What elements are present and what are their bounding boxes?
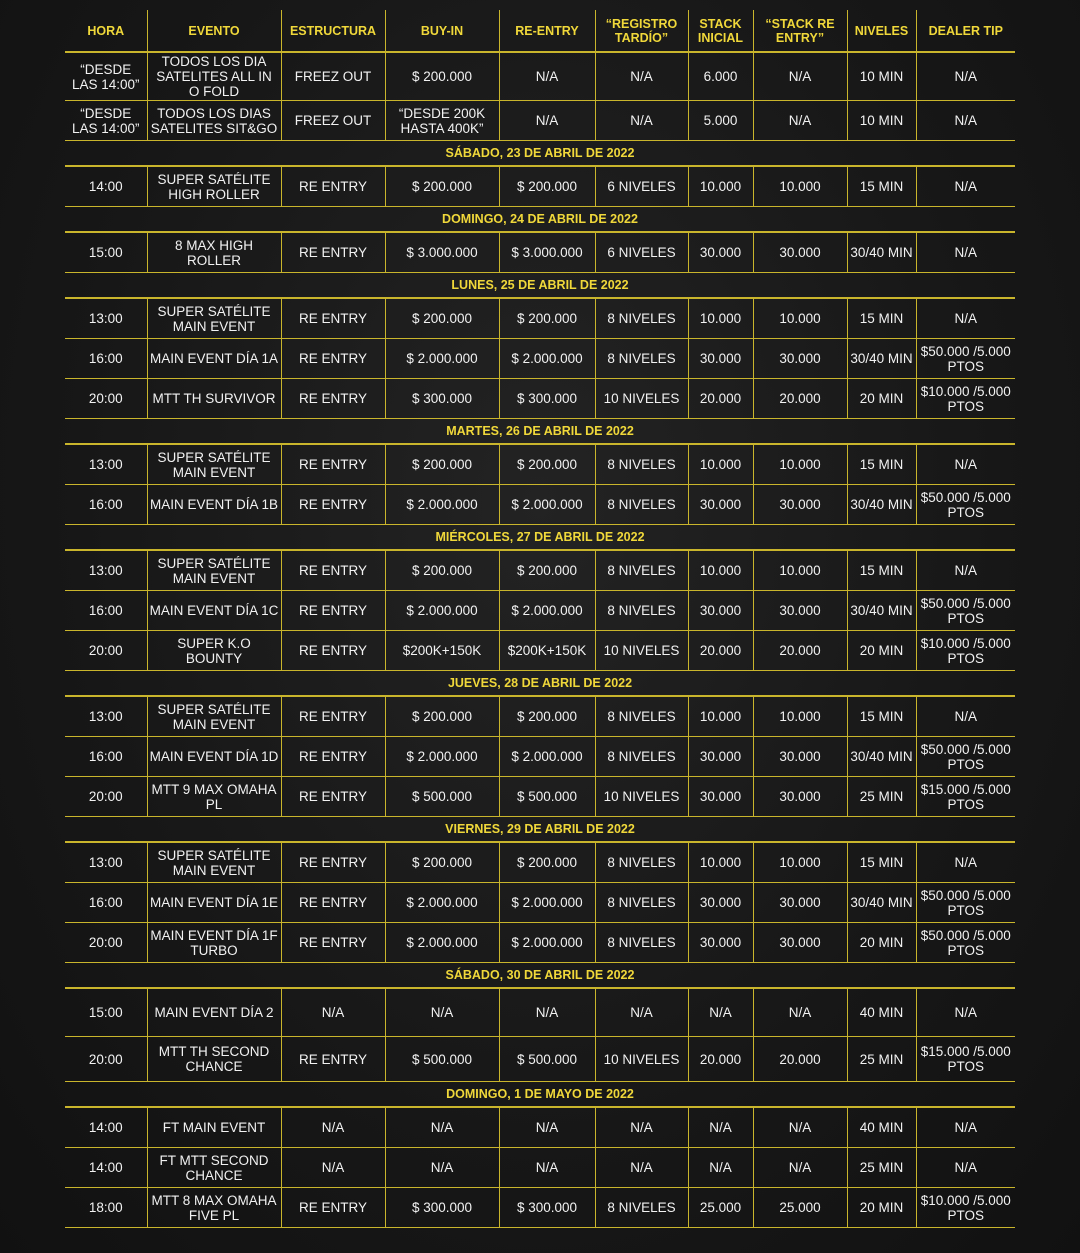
cell-hora: 20:00 [65, 379, 147, 419]
cell-niveles: 30/40 MIN [847, 485, 916, 525]
cell-stack-re-entry: N/A [753, 101, 847, 141]
cell-hora: 13:00 [65, 550, 147, 591]
cell-estructura: RE ENTRY [281, 550, 385, 591]
cell-estructura: RE ENTRY [281, 842, 385, 883]
cell-estructura: RE ENTRY [281, 232, 385, 273]
cell-stack-inicial: 10.000 [688, 550, 753, 591]
schedule-table [65, 10, 1015, 1228]
event-row [65, 842, 1015, 883]
cell-stack-re-entry: 10.000 [753, 444, 847, 485]
cell-registro-tardio: 8 NIVELES [595, 883, 688, 923]
cell-evento: FT MAIN EVENT [147, 1107, 281, 1148]
cell-stack-inicial: 10.000 [688, 842, 753, 883]
cell-evento: TODOS LOS DIA SATELITES ALL IN O FOLD [147, 52, 281, 101]
cell-niveles: 15 MIN [847, 166, 916, 207]
cell-evento: FT MTT SECOND CHANCE [147, 1148, 281, 1188]
cell-hora: 18:00 [65, 1188, 147, 1228]
cell-estructura: RE ENTRY [281, 923, 385, 963]
date-separator-row [65, 817, 1015, 843]
cell-buy-in: $ 2.000.000 [385, 923, 499, 963]
cell-stack-re-entry: 30.000 [753, 485, 847, 525]
date-label: SÁBADO, 23 DE ABRIL DE 2022 [65, 141, 1015, 167]
cell-estructura: RE ENTRY [281, 1037, 385, 1082]
cell-dealer-tip: N/A [916, 1148, 1015, 1188]
cell-niveles: 15 MIN [847, 696, 916, 737]
cell-hora: 20:00 [65, 923, 147, 963]
event-row [65, 591, 1015, 631]
cell-stack-re-entry: 30.000 [753, 232, 847, 273]
header-registro-tardio: “REGISTRO TARDÍO” [595, 10, 688, 52]
cell-registro-tardio: 8 NIVELES [595, 842, 688, 883]
cell-evento: MAIN EVENT DÍA 1F TURBO [147, 923, 281, 963]
cell-estructura: RE ENTRY [281, 777, 385, 817]
cell-hora: 16:00 [65, 737, 147, 777]
cell-stack-re-entry: 20.000 [753, 379, 847, 419]
cell-niveles: 20 MIN [847, 1188, 916, 1228]
cell-stack-re-entry: 10.000 [753, 696, 847, 737]
cell-stack-inicial: 20.000 [688, 1037, 753, 1082]
cell-re-entry: $ 3.000.000 [499, 232, 595, 273]
cell-dealer-tip: N/A [916, 444, 1015, 485]
cell-stack-re-entry: N/A [753, 52, 847, 101]
cell-estructura: RE ENTRY [281, 737, 385, 777]
cell-niveles: 25 MIN [847, 1037, 916, 1082]
cell-buy-in: $ 2.000.000 [385, 737, 499, 777]
header-dealer-tip: DEALER TIP [916, 10, 1015, 52]
cell-dealer-tip: N/A [916, 232, 1015, 273]
cell-dealer-tip: $15.000 /5.000 PTOS [916, 777, 1015, 817]
cell-dealer-tip: $10.000 /5.000 PTOS [916, 379, 1015, 419]
cell-re-entry: $ 2.000.000 [499, 339, 595, 379]
cell-re-entry: $ 200.000 [499, 444, 595, 485]
cell-buy-in: N/A [385, 1107, 499, 1148]
cell-estructura: RE ENTRY [281, 379, 385, 419]
cell-buy-in: $ 200.000 [385, 166, 499, 207]
cell-estructura: RE ENTRY [281, 339, 385, 379]
cell-stack-re-entry: 30.000 [753, 737, 847, 777]
cell-hora: 13:00 [65, 696, 147, 737]
cell-registro-tardio: 8 NIVELES [595, 923, 688, 963]
cell-niveles: 30/40 MIN [847, 883, 916, 923]
header-re-entry: RE-ENTRY [499, 10, 595, 52]
cell-buy-in: $ 2.000.000 [385, 591, 499, 631]
event-row [65, 339, 1015, 379]
cell-dealer-tip: $50.000 /5.000 PTOS [916, 883, 1015, 923]
date-separator-row [65, 963, 1015, 989]
cell-re-entry: N/A [499, 1107, 595, 1148]
cell-estructura: N/A [281, 988, 385, 1037]
cell-hora: 14:00 [65, 166, 147, 207]
cell-dealer-tip: $10.000 /5.000 PTOS [916, 1188, 1015, 1228]
cell-estructura: RE ENTRY [281, 591, 385, 631]
cell-buy-in: $ 200.000 [385, 550, 499, 591]
cell-stack-inicial: 30.000 [688, 485, 753, 525]
cell-registro-tardio: 10 NIVELES [595, 1037, 688, 1082]
cell-stack-inicial: 6.000 [688, 52, 753, 101]
cell-evento: SUPER SATÉLITE MAIN EVENT [147, 842, 281, 883]
cell-stack-inicial: 10.000 [688, 166, 753, 207]
cell-buy-in: $ 2.000.000 [385, 485, 499, 525]
header-evento: EVENTO [147, 10, 281, 52]
event-row [65, 737, 1015, 777]
cell-evento: MAIN EVENT DÍA 1B [147, 485, 281, 525]
cell-evento: SUPER SATÉLITE MAIN EVENT [147, 696, 281, 737]
cell-evento: MAIN EVENT DÍA 2 [147, 988, 281, 1037]
cell-niveles: 30/40 MIN [847, 232, 916, 273]
cell-registro-tardio: 8 NIVELES [595, 737, 688, 777]
cell-evento: MTT 9 MAX OMAHA PL [147, 777, 281, 817]
header-niveles: NIVELES [847, 10, 916, 52]
cell-registro-tardio: 8 NIVELES [595, 485, 688, 525]
date-label: JUEVES, 28 DE ABRIL DE 2022 [65, 671, 1015, 697]
cell-buy-in: $ 200.000 [385, 298, 499, 339]
cell-niveles: 40 MIN [847, 1107, 916, 1148]
event-row [65, 777, 1015, 817]
cell-re-entry: $ 500.000 [499, 777, 595, 817]
cell-evento: MTT TH SURVIVOR [147, 379, 281, 419]
date-label: VIERNES, 29 DE ABRIL DE 2022 [65, 817, 1015, 843]
cell-stack-inicial: 10.000 [688, 298, 753, 339]
cell-buy-in: $ 300.000 [385, 379, 499, 419]
cell-buy-in: $ 200.000 [385, 842, 499, 883]
cell-re-entry: $ 2.000.000 [499, 737, 595, 777]
cell-evento: SUPER SATÉLITE MAIN EVENT [147, 550, 281, 591]
cell-registro-tardio: 6 NIVELES [595, 166, 688, 207]
cell-registro-tardio: N/A [595, 101, 688, 141]
cell-buy-in: $200K+150K [385, 631, 499, 671]
cell-evento: SUPER K.O BOUNTY [147, 631, 281, 671]
cell-stack-re-entry: 10.000 [753, 842, 847, 883]
cell-stack-inicial: 20.000 [688, 379, 753, 419]
event-row [65, 232, 1015, 273]
cell-dealer-tip: N/A [916, 988, 1015, 1037]
cell-registro-tardio: 10 NIVELES [595, 379, 688, 419]
cell-re-entry: $ 2.000.000 [499, 485, 595, 525]
cell-estructura: RE ENTRY [281, 1188, 385, 1228]
cell-hora: 13:00 [65, 842, 147, 883]
header-buy-in: BUY-IN [385, 10, 499, 52]
cell-stack-re-entry: 30.000 [753, 923, 847, 963]
cell-hora: 20:00 [65, 777, 147, 817]
cell-registro-tardio: 8 NIVELES [595, 298, 688, 339]
event-row [65, 298, 1015, 339]
cell-evento: MTT TH SECOND CHANCE [147, 1037, 281, 1082]
event-row [65, 1148, 1015, 1188]
cell-evento: MAIN EVENT DÍA 1D [147, 737, 281, 777]
cell-buy-in: $ 3.000.000 [385, 232, 499, 273]
cell-estructura: RE ENTRY [281, 883, 385, 923]
cell-registro-tardio: 10 NIVELES [595, 631, 688, 671]
date-label: LUNES, 25 DE ABRIL DE 2022 [65, 273, 1015, 299]
cell-stack-re-entry: 20.000 [753, 1037, 847, 1082]
cell-registro-tardio: N/A [595, 52, 688, 101]
date-label: MIÉRCOLES, 27 DE ABRIL DE 2022 [65, 525, 1015, 551]
cell-niveles: 20 MIN [847, 631, 916, 671]
cell-hora: 14:00 [65, 1107, 147, 1148]
cell-estructura: RE ENTRY [281, 696, 385, 737]
date-separator-row [65, 525, 1015, 551]
cell-estructura: FREEZ OUT [281, 52, 385, 101]
cell-hora: 20:00 [65, 631, 147, 671]
event-row [65, 696, 1015, 737]
cell-niveles: 25 MIN [847, 777, 916, 817]
cell-dealer-tip: N/A [916, 101, 1015, 141]
cell-niveles: 30/40 MIN [847, 339, 916, 379]
cell-stack-re-entry: 30.000 [753, 339, 847, 379]
cell-evento: 8 MAX HIGH ROLLER [147, 232, 281, 273]
event-row [65, 883, 1015, 923]
cell-hora: 15:00 [65, 988, 147, 1037]
cell-niveles: 20 MIN [847, 379, 916, 419]
event-row [65, 101, 1015, 141]
cell-buy-in: $ 500.000 [385, 1037, 499, 1082]
cell-dealer-tip: $50.000 /5.000 PTOS [916, 591, 1015, 631]
header-hora: HORA [65, 10, 147, 52]
cell-hora: 13:00 [65, 298, 147, 339]
cell-buy-in: $ 300.000 [385, 1188, 499, 1228]
cell-estructura: RE ENTRY [281, 166, 385, 207]
cell-dealer-tip: $50.000 /5.000 PTOS [916, 737, 1015, 777]
event-row [65, 485, 1015, 525]
event-row [65, 1107, 1015, 1148]
cell-stack-inicial: N/A [688, 1107, 753, 1148]
cell-registro-tardio: N/A [595, 1107, 688, 1148]
cell-dealer-tip: $50.000 /5.000 PTOS [916, 339, 1015, 379]
date-label: SÁBADO, 30 DE ABRIL DE 2022 [65, 963, 1015, 989]
cell-registro-tardio: 10 NIVELES [595, 777, 688, 817]
cell-stack-inicial: 30.000 [688, 923, 753, 963]
cell-niveles: 15 MIN [847, 550, 916, 591]
cell-re-entry: $ 200.000 [499, 842, 595, 883]
cell-buy-in: $ 200.000 [385, 696, 499, 737]
event-row [65, 550, 1015, 591]
cell-stack-re-entry: 30.000 [753, 777, 847, 817]
cell-stack-inicial: 30.000 [688, 232, 753, 273]
header-stack-re-entry: “STACK RE ENTRY” [753, 10, 847, 52]
cell-stack-re-entry: 30.000 [753, 883, 847, 923]
cell-dealer-tip: N/A [916, 842, 1015, 883]
cell-stack-re-entry: N/A [753, 988, 847, 1037]
cell-registro-tardio: 6 NIVELES [595, 232, 688, 273]
cell-stack-inicial: 5.000 [688, 101, 753, 141]
date-separator-row [65, 1082, 1015, 1108]
event-row [65, 166, 1015, 207]
cell-evento: SUPER SATÉLITE MAIN EVENT [147, 298, 281, 339]
date-separator-row [65, 671, 1015, 697]
cell-buy-in: $ 500.000 [385, 777, 499, 817]
cell-dealer-tip: N/A [916, 166, 1015, 207]
header-row [65, 10, 1015, 52]
cell-niveles: 25 MIN [847, 1148, 916, 1188]
cell-stack-re-entry: N/A [753, 1107, 847, 1148]
cell-buy-in: $ 2.000.000 [385, 883, 499, 923]
cell-re-entry: $ 2.000.000 [499, 923, 595, 963]
cell-hora: 16:00 [65, 883, 147, 923]
event-row [65, 1037, 1015, 1082]
cell-stack-re-entry: 10.000 [753, 550, 847, 591]
cell-registro-tardio: 8 NIVELES [595, 591, 688, 631]
cell-stack-inicial: N/A [688, 988, 753, 1037]
cell-niveles: 15 MIN [847, 842, 916, 883]
cell-hora: “DESDE LAS 14:00” [65, 52, 147, 101]
cell-re-entry: $ 200.000 [499, 298, 595, 339]
cell-registro-tardio: 8 NIVELES [595, 696, 688, 737]
cell-stack-inicial: 20.000 [688, 631, 753, 671]
cell-buy-in: N/A [385, 1148, 499, 1188]
cell-re-entry: $ 200.000 [499, 166, 595, 207]
cell-estructura: RE ENTRY [281, 298, 385, 339]
date-label: DOMINGO, 24 DE ABRIL DE 2022 [65, 207, 1015, 233]
cell-niveles: 30/40 MIN [847, 737, 916, 777]
cell-registro-tardio: N/A [595, 1148, 688, 1188]
event-row [65, 923, 1015, 963]
cell-niveles: 15 MIN [847, 444, 916, 485]
cell-stack-inicial: 30.000 [688, 339, 753, 379]
cell-evento: TODOS LOS DIAS SATELITES SIT&GO [147, 101, 281, 141]
cell-evento: SUPER SATÉLITE HIGH ROLLER [147, 166, 281, 207]
cell-hora: 14:00 [65, 1148, 147, 1188]
cell-niveles: 20 MIN [847, 923, 916, 963]
date-separator-row [65, 207, 1015, 233]
cell-dealer-tip: N/A [916, 696, 1015, 737]
cell-re-entry: N/A [499, 1148, 595, 1188]
cell-registro-tardio: N/A [595, 988, 688, 1037]
cell-hora: 20:00 [65, 1037, 147, 1082]
event-row [65, 1188, 1015, 1228]
cell-re-entry: $ 500.000 [499, 1037, 595, 1082]
date-label: MARTES, 26 DE ABRIL DE 2022 [65, 419, 1015, 445]
cell-re-entry: $200K+150K [499, 631, 595, 671]
cell-estructura: RE ENTRY [281, 485, 385, 525]
date-separator-row [65, 141, 1015, 167]
cell-re-entry: N/A [499, 988, 595, 1037]
cell-hora: 15:00 [65, 232, 147, 273]
cell-niveles: 10 MIN [847, 101, 916, 141]
cell-buy-in: “DESDE 200K HASTA 400K” [385, 101, 499, 141]
cell-re-entry: $ 300.000 [499, 379, 595, 419]
cell-re-entry: $ 300.000 [499, 1188, 595, 1228]
cell-registro-tardio: 8 NIVELES [595, 444, 688, 485]
cell-stack-inicial: 10.000 [688, 696, 753, 737]
cell-dealer-tip: N/A [916, 298, 1015, 339]
cell-dealer-tip: $15.000 /5.000 PTOS [916, 1037, 1015, 1082]
cell-stack-inicial: 10.000 [688, 444, 753, 485]
cell-stack-re-entry: 10.000 [753, 298, 847, 339]
cell-niveles: 10 MIN [847, 52, 916, 101]
cell-niveles: 30/40 MIN [847, 591, 916, 631]
cell-stack-re-entry: 20.000 [753, 631, 847, 671]
cell-niveles: 40 MIN [847, 988, 916, 1037]
cell-registro-tardio: 8 NIVELES [595, 339, 688, 379]
cell-stack-inicial: N/A [688, 1148, 753, 1188]
cell-dealer-tip: N/A [916, 1107, 1015, 1148]
date-label: DOMINGO, 1 DE MAYO DE 2022 [65, 1082, 1015, 1108]
cell-evento: MAIN EVENT DÍA 1C [147, 591, 281, 631]
cell-dealer-tip: $50.000 /5.000 PTOS [916, 485, 1015, 525]
cell-re-entry: $ 2.000.000 [499, 883, 595, 923]
cell-evento: MTT 8 MAX OMAHA FIVE PL [147, 1188, 281, 1228]
cell-hora: 16:00 [65, 339, 147, 379]
cell-registro-tardio: 8 NIVELES [595, 550, 688, 591]
cell-dealer-tip: $10.000 /5.000 PTOS [916, 631, 1015, 671]
cell-hora: 13:00 [65, 444, 147, 485]
cell-stack-re-entry: 30.000 [753, 591, 847, 631]
cell-stack-inicial: 30.000 [688, 591, 753, 631]
cell-estructura: N/A [281, 1148, 385, 1188]
cell-buy-in: $ 200.000 [385, 52, 499, 101]
date-separator-row [65, 273, 1015, 299]
header-estructura: ESTRUCTURA [281, 10, 385, 52]
cell-re-entry: N/A [499, 101, 595, 141]
cell-dealer-tip: N/A [916, 52, 1015, 101]
cell-dealer-tip: $50.000 /5.000 PTOS [916, 923, 1015, 963]
event-row [65, 988, 1015, 1037]
header-stack-inicial: STACK INICIAL [688, 10, 753, 52]
event-row [65, 444, 1015, 485]
date-separator-row [65, 419, 1015, 445]
event-row [65, 631, 1015, 671]
cell-re-entry: $ 200.000 [499, 696, 595, 737]
event-row [65, 52, 1015, 101]
cell-re-entry: $ 200.000 [499, 550, 595, 591]
cell-registro-tardio: 8 NIVELES [595, 1188, 688, 1228]
cell-dealer-tip: N/A [916, 550, 1015, 591]
cell-estructura: RE ENTRY [281, 444, 385, 485]
cell-evento: MAIN EVENT DÍA 1E [147, 883, 281, 923]
cell-stack-inicial: 30.000 [688, 883, 753, 923]
cell-stack-re-entry: 10.000 [753, 166, 847, 207]
cell-niveles: 15 MIN [847, 298, 916, 339]
cell-stack-re-entry: 25.000 [753, 1188, 847, 1228]
cell-stack-inicial: 25.000 [688, 1188, 753, 1228]
cell-hora: 16:00 [65, 485, 147, 525]
cell-buy-in: $ 200.000 [385, 444, 499, 485]
cell-hora: “DESDE LAS 14:00” [65, 101, 147, 141]
cell-stack-inicial: 30.000 [688, 737, 753, 777]
cell-evento: SUPER SATÉLITE MAIN EVENT [147, 444, 281, 485]
cell-evento: MAIN EVENT DÍA 1A [147, 339, 281, 379]
event-row [65, 379, 1015, 419]
cell-estructura: FREEZ OUT [281, 101, 385, 141]
cell-re-entry: N/A [499, 52, 595, 101]
cell-re-entry: $ 2.000.000 [499, 591, 595, 631]
cell-stack-re-entry: N/A [753, 1148, 847, 1188]
cell-hora: 16:00 [65, 591, 147, 631]
cell-stack-inicial: 30.000 [688, 777, 753, 817]
cell-buy-in: $ 2.000.000 [385, 339, 499, 379]
cell-estructura: RE ENTRY [281, 631, 385, 671]
cell-estructura: N/A [281, 1107, 385, 1148]
schedule-body [65, 52, 1015, 1228]
cell-buy-in: N/A [385, 988, 499, 1037]
